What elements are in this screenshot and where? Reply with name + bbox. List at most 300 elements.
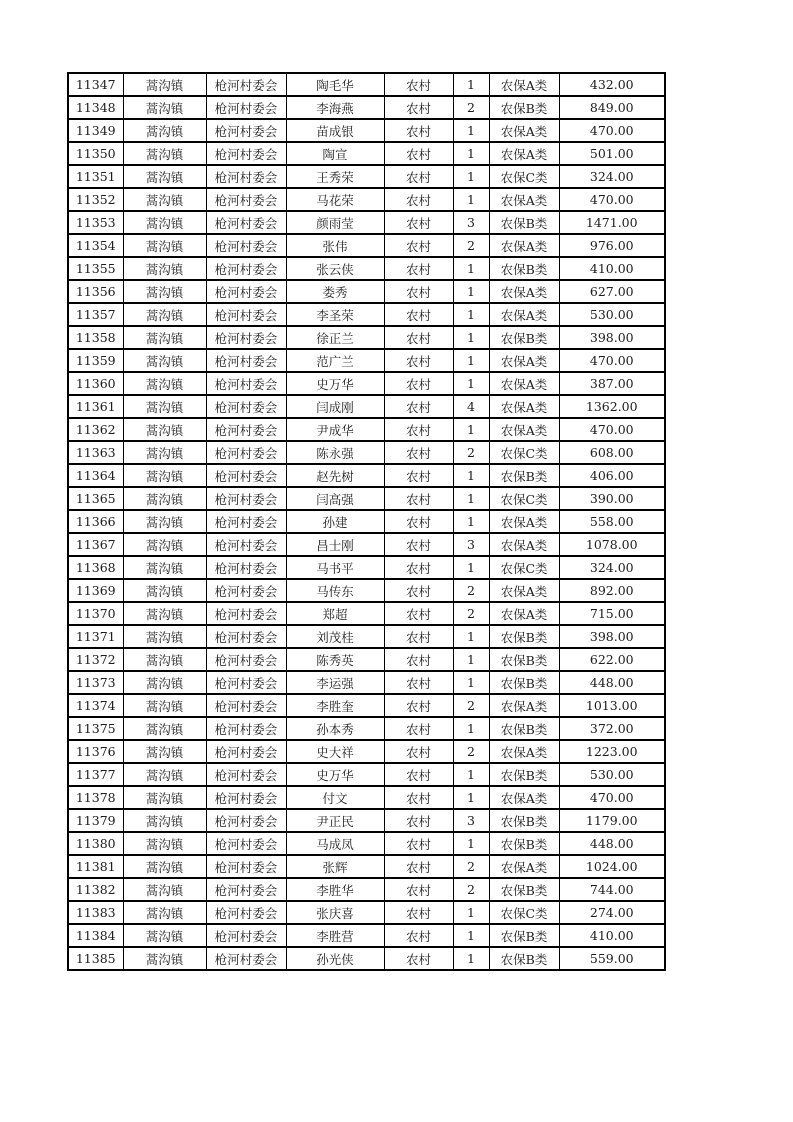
cell-count: 1: [453, 832, 489, 855]
cell-village: 枪河村委会: [206, 832, 286, 855]
table-row: [68, 280, 665, 303]
benefits-table: [67, 72, 666, 971]
cell-id: 11373: [68, 671, 123, 694]
cell-residence: 农村: [384, 671, 453, 694]
cell-village: 枪河村委会: [206, 280, 286, 303]
cell-town: 蒿沟镇: [123, 809, 206, 832]
table-row: [68, 234, 665, 257]
cell-count: 2: [453, 878, 489, 901]
cell-count: 1: [453, 280, 489, 303]
cell-residence: 农村: [384, 878, 453, 901]
cell-town: 蒿沟镇: [123, 119, 206, 142]
cell-town: 蒿沟镇: [123, 234, 206, 257]
cell-count: 3: [453, 211, 489, 234]
cell-amount: 324.00: [559, 556, 665, 579]
cell-residence: 农村: [384, 165, 453, 188]
cell-name: 张云侠: [286, 257, 384, 280]
cell-town: 蒿沟镇: [123, 533, 206, 556]
cell-residence: 农村: [384, 395, 453, 418]
cell-town: 蒿沟镇: [123, 648, 206, 671]
cell-category: 农保A类: [489, 73, 559, 96]
cell-amount: 390.00: [559, 487, 665, 510]
cell-id: 11382: [68, 878, 123, 901]
cell-residence: 农村: [384, 142, 453, 165]
cell-category: 农保A类: [489, 188, 559, 211]
cell-name: 付文: [286, 786, 384, 809]
cell-category: 农保B类: [489, 464, 559, 487]
cell-count: 1: [453, 257, 489, 280]
table-body: [68, 73, 665, 970]
table-row: [68, 73, 665, 96]
cell-category: 农保A类: [489, 579, 559, 602]
cell-id: 11380: [68, 832, 123, 855]
cell-amount: 470.00: [559, 418, 665, 441]
cell-town: 蒿沟镇: [123, 487, 206, 510]
table-row: [68, 924, 665, 947]
cell-name: 陶宣: [286, 142, 384, 165]
cell-category: 农保A类: [489, 510, 559, 533]
cell-count: 2: [453, 602, 489, 625]
cell-name: 马花荣: [286, 188, 384, 211]
cell-village: 枪河村委会: [206, 395, 286, 418]
cell-town: 蒿沟镇: [123, 211, 206, 234]
cell-village: 枪河村委会: [206, 786, 286, 809]
cell-count: 2: [453, 579, 489, 602]
cell-amount: 1024.00: [559, 855, 665, 878]
cell-town: 蒿沟镇: [123, 579, 206, 602]
cell-id: 11372: [68, 648, 123, 671]
cell-category: 农保A类: [489, 142, 559, 165]
table-row: [68, 694, 665, 717]
cell-town: 蒿沟镇: [123, 878, 206, 901]
cell-id: 11369: [68, 579, 123, 602]
cell-name: 郑超: [286, 602, 384, 625]
cell-amount: 448.00: [559, 671, 665, 694]
cell-town: 蒿沟镇: [123, 372, 206, 395]
cell-id: 11367: [68, 533, 123, 556]
cell-village: 枪河村委会: [206, 533, 286, 556]
cell-count: 1: [453, 763, 489, 786]
cell-category: 农保B类: [489, 763, 559, 786]
cell-amount: 470.00: [559, 786, 665, 809]
cell-id: 11370: [68, 602, 123, 625]
cell-id: 11361: [68, 395, 123, 418]
cell-village: 枪河村委会: [206, 878, 286, 901]
cell-amount: 398.00: [559, 625, 665, 648]
cell-name: 颜雨莹: [286, 211, 384, 234]
cell-amount: 470.00: [559, 349, 665, 372]
cell-category: 农保B类: [489, 625, 559, 648]
cell-id: 11376: [68, 740, 123, 763]
cell-id: 11364: [68, 464, 123, 487]
cell-name: 孙建: [286, 510, 384, 533]
cell-count: 4: [453, 395, 489, 418]
cell-id: 11379: [68, 809, 123, 832]
cell-category: 农保C类: [489, 556, 559, 579]
cell-amount: 627.00: [559, 280, 665, 303]
cell-name: 尹成华: [286, 418, 384, 441]
cell-id: 11384: [68, 924, 123, 947]
cell-id: 11355: [68, 257, 123, 280]
cell-residence: 农村: [384, 602, 453, 625]
cell-name: 李圣荣: [286, 303, 384, 326]
cell-name: 王秀荣: [286, 165, 384, 188]
cell-id: 11349: [68, 119, 123, 142]
cell-town: 蒿沟镇: [123, 717, 206, 740]
cell-count: 1: [453, 303, 489, 326]
cell-id: 11348: [68, 96, 123, 119]
cell-name: 李胜营: [286, 924, 384, 947]
cell-category: 农保B类: [489, 257, 559, 280]
cell-count: 1: [453, 717, 489, 740]
cell-category: 农保C类: [489, 165, 559, 188]
cell-category: 农保B类: [489, 947, 559, 970]
cell-count: 1: [453, 901, 489, 924]
cell-id: 11351: [68, 165, 123, 188]
cell-town: 蒿沟镇: [123, 418, 206, 441]
cell-residence: 农村: [384, 188, 453, 211]
cell-name: 刘茂桂: [286, 625, 384, 648]
cell-village: 枪河村委会: [206, 924, 286, 947]
cell-town: 蒿沟镇: [123, 395, 206, 418]
table-row: [68, 303, 665, 326]
table-row: [68, 165, 665, 188]
cell-village: 枪河村委会: [206, 510, 286, 533]
cell-town: 蒿沟镇: [123, 257, 206, 280]
table-row: [68, 717, 665, 740]
cell-amount: 530.00: [559, 763, 665, 786]
cell-town: 蒿沟镇: [123, 510, 206, 533]
table-row: [68, 947, 665, 970]
cell-village: 枪河村委会: [206, 96, 286, 119]
cell-town: 蒿沟镇: [123, 280, 206, 303]
cell-count: 3: [453, 533, 489, 556]
cell-town: 蒿沟镇: [123, 96, 206, 119]
cell-town: 蒿沟镇: [123, 188, 206, 211]
cell-town: 蒿沟镇: [123, 165, 206, 188]
cell-id: 11354: [68, 234, 123, 257]
cell-name: 闫成刚: [286, 395, 384, 418]
table-row: [68, 602, 665, 625]
cell-amount: 1013.00: [559, 694, 665, 717]
cell-village: 枪河村委会: [206, 372, 286, 395]
cell-count: 2: [453, 96, 489, 119]
cell-count: 1: [453, 625, 489, 648]
cell-residence: 农村: [384, 694, 453, 717]
cell-name: 陶毛华: [286, 73, 384, 96]
table-row: [68, 878, 665, 901]
cell-category: 农保A类: [489, 119, 559, 142]
cell-village: 枪河村委会: [206, 303, 286, 326]
cell-residence: 农村: [384, 234, 453, 257]
cell-residence: 农村: [384, 257, 453, 280]
cell-count: 1: [453, 418, 489, 441]
cell-residence: 农村: [384, 740, 453, 763]
cell-town: 蒿沟镇: [123, 671, 206, 694]
cell-category: 农保A类: [489, 395, 559, 418]
cell-amount: 715.00: [559, 602, 665, 625]
cell-amount: 448.00: [559, 832, 665, 855]
cell-village: 枪河村委会: [206, 763, 286, 786]
table-row: [68, 510, 665, 533]
table-row: [68, 487, 665, 510]
table-row: [68, 188, 665, 211]
cell-village: 枪河村委会: [206, 855, 286, 878]
cell-category: 农保B类: [489, 878, 559, 901]
cell-id: 11383: [68, 901, 123, 924]
cell-category: 农保A类: [489, 349, 559, 372]
cell-name: 娄秀: [286, 280, 384, 303]
cell-count: 1: [453, 786, 489, 809]
table-row: [68, 740, 665, 763]
cell-id: 11359: [68, 349, 123, 372]
cell-village: 枪河村委会: [206, 648, 286, 671]
cell-count: 2: [453, 855, 489, 878]
cell-name: 李胜华: [286, 878, 384, 901]
cell-id: 11371: [68, 625, 123, 648]
cell-town: 蒿沟镇: [123, 464, 206, 487]
cell-village: 枪河村委会: [206, 717, 286, 740]
cell-amount: 372.00: [559, 717, 665, 740]
cell-count: 1: [453, 947, 489, 970]
cell-amount: 608.00: [559, 441, 665, 464]
cell-town: 蒿沟镇: [123, 947, 206, 970]
cell-residence: 农村: [384, 441, 453, 464]
cell-residence: 农村: [384, 372, 453, 395]
cell-category: 农保C类: [489, 441, 559, 464]
table-row: [68, 671, 665, 694]
cell-town: 蒿沟镇: [123, 602, 206, 625]
cell-id: 11363: [68, 441, 123, 464]
table-row: [68, 326, 665, 349]
table-row: [68, 395, 665, 418]
cell-village: 枪河村委会: [206, 602, 286, 625]
cell-id: 11362: [68, 418, 123, 441]
cell-residence: 农村: [384, 510, 453, 533]
table-row: [68, 648, 665, 671]
table-row: [68, 211, 665, 234]
cell-count: 2: [453, 694, 489, 717]
cell-village: 枪河村委会: [206, 556, 286, 579]
cell-count: 1: [453, 510, 489, 533]
cell-count: 1: [453, 73, 489, 96]
cell-residence: 农村: [384, 763, 453, 786]
cell-id: 11368: [68, 556, 123, 579]
cell-name: 马成凤: [286, 832, 384, 855]
cell-residence: 农村: [384, 832, 453, 855]
cell-residence: 农村: [384, 556, 453, 579]
table-row: [68, 855, 665, 878]
cell-amount: 1223.00: [559, 740, 665, 763]
cell-count: 1: [453, 924, 489, 947]
cell-amount: 1362.00: [559, 395, 665, 418]
table-row: [68, 533, 665, 556]
cell-village: 枪河村委会: [206, 441, 286, 464]
cell-village: 枪河村委会: [206, 418, 286, 441]
cell-count: 1: [453, 487, 489, 510]
cell-village: 枪河村委会: [206, 671, 286, 694]
cell-village: 枪河村委会: [206, 211, 286, 234]
cell-count: 2: [453, 740, 489, 763]
cell-amount: 530.00: [559, 303, 665, 326]
cell-name: 李海燕: [286, 96, 384, 119]
cell-amount: 274.00: [559, 901, 665, 924]
table-row: [68, 142, 665, 165]
cell-village: 枪河村委会: [206, 579, 286, 602]
cell-category: 农保A类: [489, 303, 559, 326]
cell-amount: 558.00: [559, 510, 665, 533]
cell-village: 枪河村委会: [206, 947, 286, 970]
cell-id: 11381: [68, 855, 123, 878]
cell-amount: 892.00: [559, 579, 665, 602]
cell-id: 11366: [68, 510, 123, 533]
cell-category: 农保B类: [489, 809, 559, 832]
cell-id: 11378: [68, 786, 123, 809]
cell-amount: 410.00: [559, 257, 665, 280]
cell-residence: 农村: [384, 924, 453, 947]
cell-town: 蒿沟镇: [123, 326, 206, 349]
table-row: [68, 579, 665, 602]
cell-village: 枪河村委会: [206, 740, 286, 763]
cell-residence: 农村: [384, 119, 453, 142]
cell-id: 11375: [68, 717, 123, 740]
cell-amount: 470.00: [559, 119, 665, 142]
cell-amount: 406.00: [559, 464, 665, 487]
cell-category: 农保B类: [489, 211, 559, 234]
table-row: [68, 441, 665, 464]
cell-amount: 976.00: [559, 234, 665, 257]
table-row: [68, 119, 665, 142]
cell-name: 孙本秀: [286, 717, 384, 740]
cell-village: 枪河村委会: [206, 73, 286, 96]
cell-name: 史万华: [286, 763, 384, 786]
cell-category: 农保B类: [489, 326, 559, 349]
cell-category: 农保A类: [489, 786, 559, 809]
cell-category: 农保A类: [489, 602, 559, 625]
cell-residence: 农村: [384, 73, 453, 96]
cell-village: 枪河村委会: [206, 142, 286, 165]
cell-residence: 农村: [384, 625, 453, 648]
cell-town: 蒿沟镇: [123, 855, 206, 878]
table-row: [68, 625, 665, 648]
cell-category: 农保C类: [489, 901, 559, 924]
cell-category: 农保A类: [489, 372, 559, 395]
table-row: [68, 349, 665, 372]
cell-residence: 农村: [384, 418, 453, 441]
cell-amount: 470.00: [559, 188, 665, 211]
cell-count: 1: [453, 142, 489, 165]
cell-residence: 农村: [384, 326, 453, 349]
cell-village: 枪河村委会: [206, 165, 286, 188]
table-row: [68, 418, 665, 441]
cell-count: 1: [453, 119, 489, 142]
cell-name: 李运强: [286, 671, 384, 694]
table-row: [68, 786, 665, 809]
cell-category: 农保B类: [489, 671, 559, 694]
cell-name: 张辉: [286, 855, 384, 878]
cell-id: 11353: [68, 211, 123, 234]
cell-residence: 农村: [384, 901, 453, 924]
cell-town: 蒿沟镇: [123, 441, 206, 464]
table-row: [68, 809, 665, 832]
cell-village: 枪河村委会: [206, 326, 286, 349]
cell-residence: 农村: [384, 717, 453, 740]
cell-count: 2: [453, 234, 489, 257]
cell-village: 枪河村委会: [206, 809, 286, 832]
cell-category: 农保B类: [489, 832, 559, 855]
cell-village: 枪河村委会: [206, 464, 286, 487]
cell-amount: 410.00: [559, 924, 665, 947]
cell-amount: 559.00: [559, 947, 665, 970]
cell-category: 农保A类: [489, 855, 559, 878]
cell-town: 蒿沟镇: [123, 73, 206, 96]
table-row: [68, 763, 665, 786]
cell-village: 枪河村委会: [206, 234, 286, 257]
cell-residence: 农村: [384, 809, 453, 832]
cell-id: 11374: [68, 694, 123, 717]
cell-id: 11356: [68, 280, 123, 303]
cell-id: 11352: [68, 188, 123, 211]
cell-id: 11385: [68, 947, 123, 970]
cell-village: 枪河村委会: [206, 349, 286, 372]
cell-town: 蒿沟镇: [123, 303, 206, 326]
cell-count: 1: [453, 326, 489, 349]
cell-name: 陈秀英: [286, 648, 384, 671]
cell-name: 张庆喜: [286, 901, 384, 924]
cell-name: 史大祥: [286, 740, 384, 763]
cell-residence: 农村: [384, 349, 453, 372]
cell-village: 枪河村委会: [206, 487, 286, 510]
table-row: [68, 464, 665, 487]
cell-amount: 324.00: [559, 165, 665, 188]
cell-count: 1: [453, 188, 489, 211]
cell-id: 11350: [68, 142, 123, 165]
cell-residence: 农村: [384, 96, 453, 119]
cell-count: 1: [453, 372, 489, 395]
cell-village: 枪河村委会: [206, 901, 286, 924]
cell-village: 枪河村委会: [206, 694, 286, 717]
table-row: [68, 257, 665, 280]
cell-village: 枪河村委会: [206, 188, 286, 211]
cell-residence: 农村: [384, 303, 453, 326]
cell-amount: 501.00: [559, 142, 665, 165]
cell-amount: 387.00: [559, 372, 665, 395]
cell-name: 苗成银: [286, 119, 384, 142]
cell-category: 农保A类: [489, 740, 559, 763]
cell-name: 史万华: [286, 372, 384, 395]
table-row: [68, 556, 665, 579]
cell-name: 范广兰: [286, 349, 384, 372]
cell-count: 1: [453, 464, 489, 487]
cell-count: 3: [453, 809, 489, 832]
cell-village: 枪河村委会: [206, 625, 286, 648]
cell-residence: 农村: [384, 579, 453, 602]
cell-town: 蒿沟镇: [123, 556, 206, 579]
cell-town: 蒿沟镇: [123, 349, 206, 372]
cell-residence: 农村: [384, 211, 453, 234]
cell-count: 1: [453, 165, 489, 188]
cell-village: 枪河村委会: [206, 119, 286, 142]
cell-id: 11360: [68, 372, 123, 395]
cell-id: 11358: [68, 326, 123, 349]
cell-town: 蒿沟镇: [123, 694, 206, 717]
cell-category: 农保C类: [489, 487, 559, 510]
cell-town: 蒿沟镇: [123, 924, 206, 947]
cell-category: 农保B类: [489, 96, 559, 119]
table-row: [68, 901, 665, 924]
cell-count: 1: [453, 556, 489, 579]
cell-residence: 农村: [384, 855, 453, 878]
